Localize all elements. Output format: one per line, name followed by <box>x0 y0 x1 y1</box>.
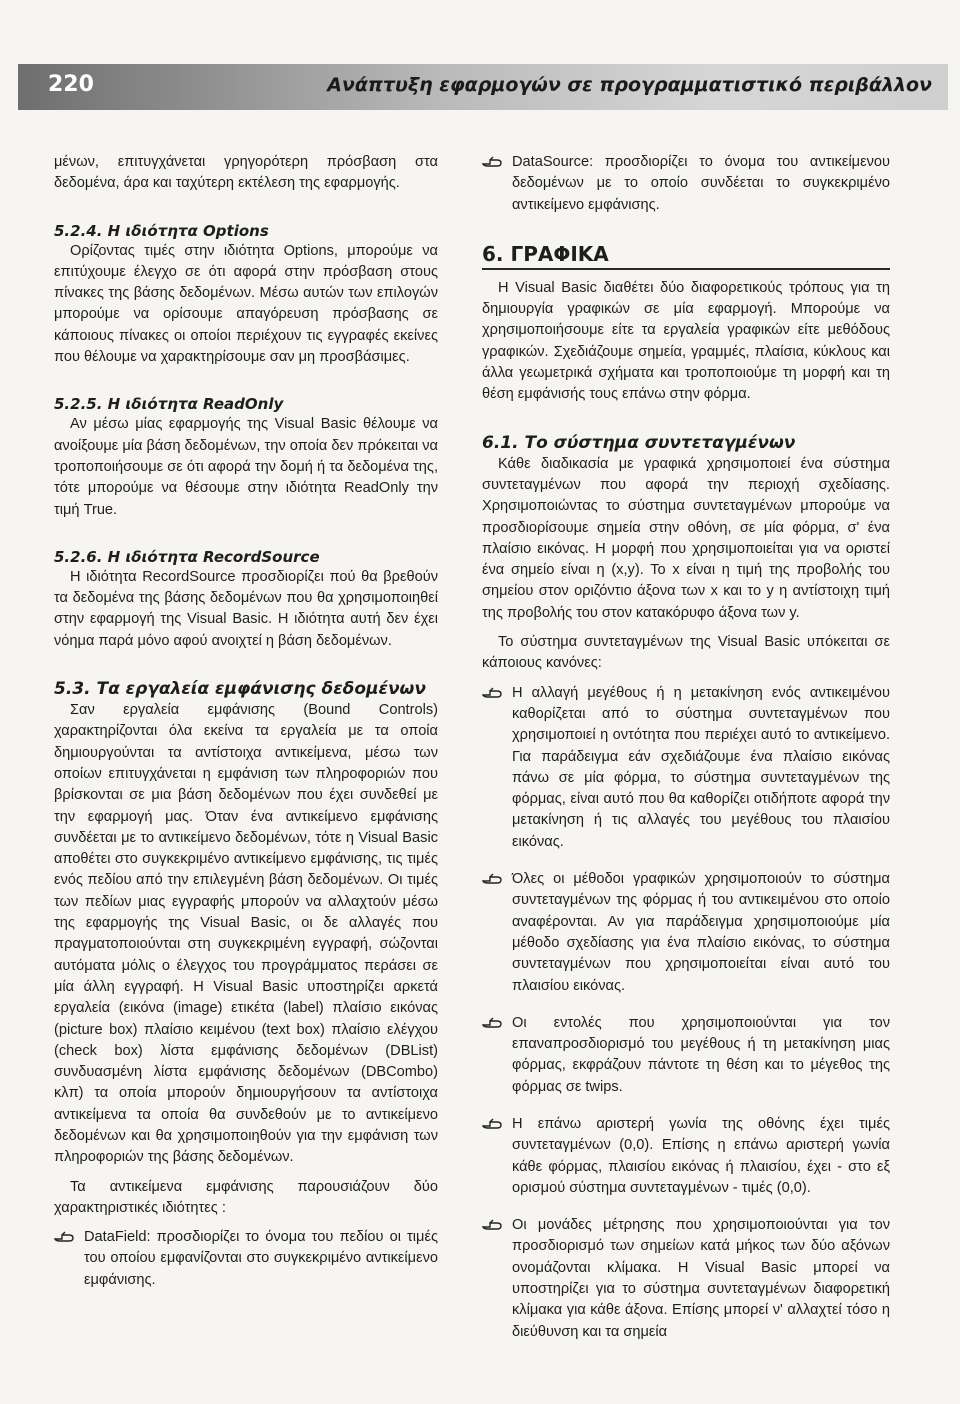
rule-1-text: Η αλλαγή μεγέθους ή η μετακίνηση ενός αντικειμένου καθορίζεται από το σύστημα συντεταγμένων που χρησιμοποιεί η οντότητα που περιέχει αυτό το αντικείμενο. Για παράδειγμα εάν σχεδιάζουμε ένα πλαίσιο εικόνας πάνω σε μία φόρμα, το σύστημα συντεταγμένων της φόρμας, είναι αυτό που θα καθορίζει οτιδήποτε αφορά την μετακίνηση ή τις αλλαγές του μεγέθους του πλαισίου εικόνας. <box>512 684 890 850</box>
right-column <box>482 152 890 1343</box>
pointing-hand-icon <box>482 872 502 886</box>
bullet-item <box>482 1114 890 1199</box>
left-column <box>54 152 438 1291</box>
pointing-hand-icon <box>482 1117 502 1131</box>
rule-2-text: Όλες οι μέθοδοι γραφικών χρησιμοποιούν το σύστημα συντεταγμένων της φόρμας ή του αντικειμένου στο οποίο αναφέρονται. Αν για παράδειγμα χρησιμοποιούμε μία μέθοδο σχεδίασης για ένα πλαίσιο εικόνας, το σύστημα συντεταγμένων που χρησιμοποιείται είναι αυτό του πλαισίου εικόνας. <box>512 871 890 994</box>
rule-5-text: Οι μονάδες μέτρησης που χρησιμοποιούνται για τον προσδιορισμό των σημείων κατά μήκος των δύο αξόνων ονομάζονται κλίμακα. Η Visual Basic μπορεί να υποστηρίζει για το σύστημα συντεταγμένων διαφορετική κλίμακα για κάθε άξονα. Επίσης μπορεί ν' αλλαχτεί τόσο η διεύθυνση και τα σημεία <box>512 1217 890 1340</box>
page-header <box>18 64 948 110</box>
chapter-6-heading: 6. ΓΡΑΦΙΚΑ <box>482 242 890 270</box>
section-6-1-paragraph-1: Κάθε διαδικασία με γραφικά χρησιμοποιεί ένα σύστημα συντεταγμένων που αφορά την περιοχή σχεδίασης. Χρησιμοποιώντας το σύστημα συντεταγμένων μπορούμε να προσδιορίσουμε σημεία στην οθόνη, σε μία φόρμα, σ' ένα πλαίσιο εικόνας. Η μορφή που χρησιμοποιείται για να οριστεί ένα σημείο είναι η (x,y). Το x είναι η τιμή της προβολής του σημείου στον οριζόντιο άξονα των x και το y η αντίστοιχη τιμή της προβολής του στον κατακόρυφο άξονα των y. <box>482 455 890 621</box>
running-title: Ανάπτυξη εφαρμογών σε προγραμματιστικό περιβάλλον <box>327 74 932 96</box>
pointing-hand-icon <box>482 1016 502 1030</box>
pointing-hand-icon <box>482 686 502 700</box>
section-5-2-5-heading: 5.2.5. Η ιδιότητα ReadOnly <box>54 395 284 414</box>
page-number: 220 <box>48 72 94 97</box>
section-5-2-4-text: Ορίζοντας τιμές στην ιδιότητα Options, μπορούμε να επιτύχουμε έλεγχο σε ότι αφορά στην πρόσβαση στους πίνακες της βάσης δεδομένων. Μέσω αυτών των επιλογών μπορούμε να ορίσουμε απαγόρευση πρόσβασης σε κάποιους πίνακες οι οποίοι περιέχουν τις εγγραφές εκείνες που θέλουμε να χαρακτηρίσουμε σαν μη προσβάσιμες. <box>54 242 438 366</box>
pointing-hand-icon <box>482 155 502 169</box>
bullet-item <box>482 1013 890 1098</box>
bullet-datasource-text: DataSource: προσδιορίζει το όνομα του αντικείμενου δεδομένων με το οποίο συνδέεται το συγκεκριμένο αντικείμενο εμφάνισης. <box>512 154 890 213</box>
intro-paragraph: μένων, επιτυγχάνεται γρηγορότερη πρόσβαση στα δεδομένα, άρα και ταχύτερη εκτέλεση της εφαρμογής. <box>54 154 438 192</box>
bullet-item <box>482 869 890 997</box>
section-5-2-4-heading: 5.2.4. Η ιδιότητα Options <box>54 221 269 240</box>
section-5-2-5-text: Αν μέσω μίας εφαρμογής της Visual Basic θέλουμε να ανοίξουμε μία βάση δεδομένων, την οποία δεν πρόκειται να τροποποιήσουμε σε ότι αφορά την δομή ή τα δεδομένα της, τότε μπορούμε να θέσουμε στην ιδιότητα ReadOnly την τιμή True. <box>54 416 438 518</box>
bullet-item <box>482 1215 890 1343</box>
rule-4-text: Η επάνω αριστερή γωνία της οθόνης έχει τιμές συντεταγμένων (0,0). Επίσης η επάνω αριστερή γωνία κάθε φόρμας, πλαισίου εικόνας ή πλαισίου, έχει - στο εξ ορισμού σύστημα συντεταγμένων - τιμές (0,0). <box>512 1115 890 1196</box>
section-6-1-paragraph-2: Το σύστημα συντεταγμένων της Visual Basic υπόκειται σε κάποιους κανόνες: <box>482 634 890 672</box>
bullet-item <box>54 1227 438 1291</box>
pointing-hand-icon <box>482 1218 502 1232</box>
section-5-2-6-heading: 5.2.6. Η ιδιότητα RecordSource <box>54 547 320 566</box>
bullet-item <box>482 152 890 216</box>
bullet-item <box>482 683 890 853</box>
section-5-3-paragraph-1: Σαν εργαλεία εμφάνισης (Bound Controls) χαρακτηρίζονται όλα εκείνα τα εργαλεία με τα οποία δημιουργούνται τα αντίστοιχα αντικείμενα, μέσω των οποίων επιτυγχάνεται η εμφάνιση των πληροφοριών που βρίσκονται σε μια βάση δεδομένων που έχει συνδεθεί με την εφαρμογή μας. Όταν ένα αντικείμενο εμφάνισης συνδέεται με το αντικείμενο δεδομένων, τότε η Visual Basic αποθέτει στο συγκεκριμένο αντικείμενο εμφάνισης, τις τιμές ενός πεδίου από την επιλεγμένη βάση δεδομένων. Οι τιμές των πεδίων μιας εγγραφής μπορούν να αλλαχτούν μέσω της εφαρμογής της Visual Basic, οι δε αλλαγές που πραγματοποιούνται στη συγκεκριμένη εγγραφή, σώζονται αυτόματα μόλις ο έλεγχος του προγράμματος περάσει σε μία άλλη εγγραφή. Η Visual Basic υποστηρίζει αρκετά εργαλεία (εικόνα (image) ετικέτα (label) πλαίσιο εικόνας (picture box) πλαίσιο κειμένου (text box) πλαίσιο ελέγχου (check box) λίστα εμφάνισης δεδομένων (DBList) συνδυασμένη λίστα εμφάνισης δεδομένων (DBCombo) κλπ) τα οποία μπορούν δημιουργήσουν τα αντίστοιχα αντικείμενα τα οποία θα συνδεθούν με το αντικείμενο δεδομένων και θα χρησιμοποιηθούν για την εμφάνιση των πληροφοριών της βάσης δεδομένων. <box>54 702 438 1166</box>
section-5-2-6-text: Η ιδιότητα RecordSource προσδιορίζει πού θα βρεθούν τα δεδομένα της βάσης δεδομένων που θα χρησιμοποιηθεί στην εφαρμογή της Visual Basic. Η ιδιότητα αυτή δεν έχει νόημα παρά μόνο αφού ανοιχτεί η βάση δεδομένων. <box>54 568 438 649</box>
chapter-6-text: Η Visual Basic διαθέτει δύο διαφορετικούς τρόπους για τη δημιουργία γραφικών σε μία εφαρμογή. Μπορούμε να χρησιμοποιήσουμε είτε τα εργαλεία γραφικών είτε μεθόδους γραφικών. Σχεδιάζουμε σημεία, γραμμές, πλαίσια, κύκλους και άλλα γεωμετρικά σχήματα και τροποποιούμε τη μορφή και τη θέση εμφάνισής τους επάνω στην φόρμα. <box>482 279 890 403</box>
section-6-1-heading: 6.1. Το σύστημα συντεταγμένων <box>482 432 796 453</box>
section-5-3-heading: 5.3. Τα εργαλεία εμφάνισης δεδομένων <box>54 679 426 700</box>
section-5-3-paragraph-2: Τα αντικείμενα εμφάνισης παρουσιάζουν δύο χαρακτηριστικές ιδιότητες : <box>54 1178 438 1216</box>
bullet-datafield-text: DataField: προσδιορίζει το όνομα του πεδίου οι τιμές του οποίου εμφανίζονται στο συγκεκριμένο αντικείμενο εμφάνισης. <box>84 1229 438 1288</box>
pointing-hand-icon <box>54 1230 74 1244</box>
rule-3-text: Οι εντολές που χρησιμοποιούνται για τον επαναπροσδιορισμό του μεγέθους ή τη μετακίνηση μιας φόρμας, εκφράζουν πάντοτε τη θέση και το μέγεθος της φόρμας σε twips. <box>512 1014 890 1095</box>
